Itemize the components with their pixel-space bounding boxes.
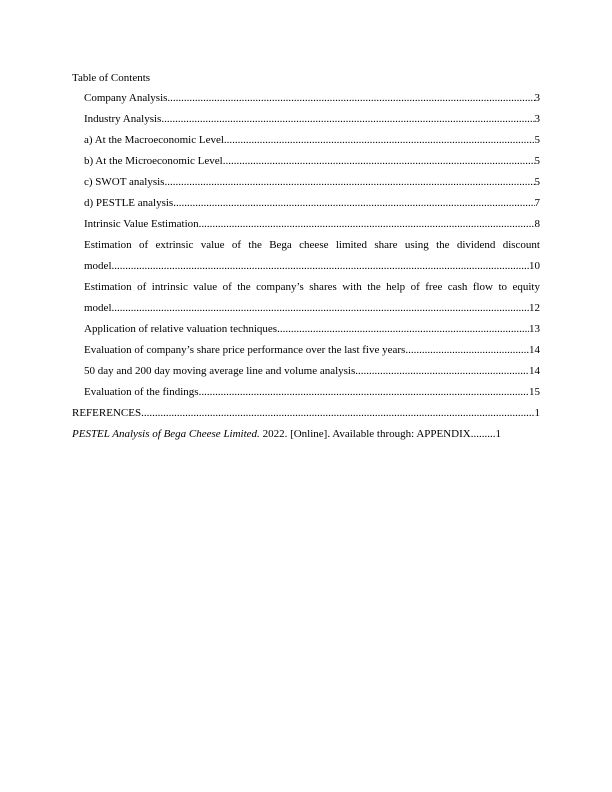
toc-entry-dividend-discount-model[interactable] bbox=[72, 235, 540, 277]
toc-entry-page: 5 bbox=[534, 155, 540, 167]
toc-entry-page: 3 bbox=[534, 113, 540, 125]
leader-dots bbox=[277, 319, 529, 340]
toc-entry-page: 14 bbox=[529, 365, 540, 377]
toc-entry-macroeconomic-level[interactable] bbox=[72, 130, 540, 151]
appendix-italic-title: PESTEL Analysis of Bega Cheese Limited. bbox=[72, 428, 260, 440]
leader-dots bbox=[199, 214, 535, 235]
toc-entry-share-price-performance[interactable] bbox=[72, 340, 540, 361]
leader-dots bbox=[355, 361, 529, 382]
toc-entry-label: c) SWOT analysis bbox=[84, 176, 165, 188]
toc-entry-pestle-analysis[interactable] bbox=[72, 193, 540, 214]
toc-entry-label: d) PESTLE analysis bbox=[84, 197, 174, 209]
toc-entry-intrinsic-value-estimation[interactable] bbox=[72, 214, 540, 235]
toc-entry-label: Application of relative valuation techniques bbox=[84, 323, 278, 335]
toc-entry-label bbox=[72, 424, 471, 445]
toc-entry-free-cash-flow-model[interactable] bbox=[72, 277, 540, 319]
toc-entry-evaluation-of-findings[interactable] bbox=[72, 382, 540, 403]
toc-entry-label: a) At the Macroeconomic Level bbox=[84, 134, 224, 146]
toc-entry-swot-analysis[interactable] bbox=[72, 172, 540, 193]
toc-entry-company-analysis[interactable] bbox=[72, 88, 540, 109]
toc-entry-page: 1 bbox=[534, 407, 540, 419]
toc-entry-relative-valuation[interactable] bbox=[72, 319, 540, 340]
toc-entry-label: Intrinsic Value Estimation bbox=[84, 218, 199, 230]
leader-dots bbox=[224, 130, 535, 151]
leader-dots bbox=[471, 424, 496, 445]
toc-entry-page: 15 bbox=[529, 386, 540, 398]
toc-entry-line2 bbox=[72, 256, 540, 277]
toc-entry-label-line1: Estimation of intrinsic value of the company’s shares with the help of free cash flow to equity bbox=[84, 281, 540, 293]
toc-entry-label: Evaluation of company’s share price performance over the last five years bbox=[84, 344, 406, 356]
appendix-text: 2022. [Online]. Available through: APPENDIX bbox=[259, 428, 471, 440]
toc-entry-label-line2: model bbox=[84, 302, 112, 314]
leader-dots bbox=[112, 298, 530, 319]
toc-entry-label-line2: model bbox=[84, 260, 112, 272]
toc-entry-page: 10 bbox=[529, 260, 540, 272]
toc-entry-appendix[interactable] bbox=[72, 424, 540, 445]
toc-entry-page: 14 bbox=[529, 344, 540, 356]
toc-entry-page: 5 bbox=[534, 134, 540, 146]
toc-entry-label: Industry Analysis bbox=[84, 113, 162, 125]
toc-entry-label: 50 day and 200 day moving average line and volume analysis bbox=[84, 365, 356, 377]
toc-entry-page: 12 bbox=[529, 302, 540, 314]
leader-dots bbox=[199, 382, 529, 403]
leader-dots bbox=[173, 193, 534, 214]
leader-dots bbox=[167, 88, 534, 109]
toc-list bbox=[72, 88, 540, 445]
leader-dots bbox=[141, 403, 534, 424]
toc-entry-page: 3 bbox=[534, 92, 540, 104]
toc-entry-page: 8 bbox=[534, 218, 540, 230]
leader-dots bbox=[161, 109, 534, 130]
toc-entry-moving-average[interactable] bbox=[72, 361, 540, 382]
toc-entry-references[interactable] bbox=[72, 403, 540, 424]
toc-entry-industry-analysis[interactable] bbox=[72, 109, 540, 130]
toc-entry-page: 13 bbox=[529, 323, 540, 335]
toc-entry-label-line1: Estimation of extrinsic value of the Bega cheese limited share using the dividend discount bbox=[84, 239, 540, 251]
leader-dots bbox=[405, 340, 529, 361]
toc-title: Table of Contents bbox=[72, 72, 151, 84]
toc-entry-label: Evaluation of the findings bbox=[84, 386, 199, 398]
toc-entry-line2 bbox=[72, 298, 540, 319]
toc-entry-label: Company Analysis bbox=[84, 92, 168, 104]
toc-entry-page: 5 bbox=[534, 176, 540, 188]
toc-entry-microeconomic-level[interactable] bbox=[72, 151, 540, 172]
toc-entry-page: 1 bbox=[495, 428, 501, 440]
toc-entry-label: b) At the Microeconomic Level bbox=[84, 155, 223, 167]
leader-dots bbox=[112, 256, 530, 277]
leader-dots bbox=[223, 151, 535, 172]
leader-dots bbox=[164, 172, 534, 193]
toc-entry-page: 7 bbox=[534, 197, 540, 209]
toc-entry-label: REFERENCES bbox=[72, 407, 142, 419]
